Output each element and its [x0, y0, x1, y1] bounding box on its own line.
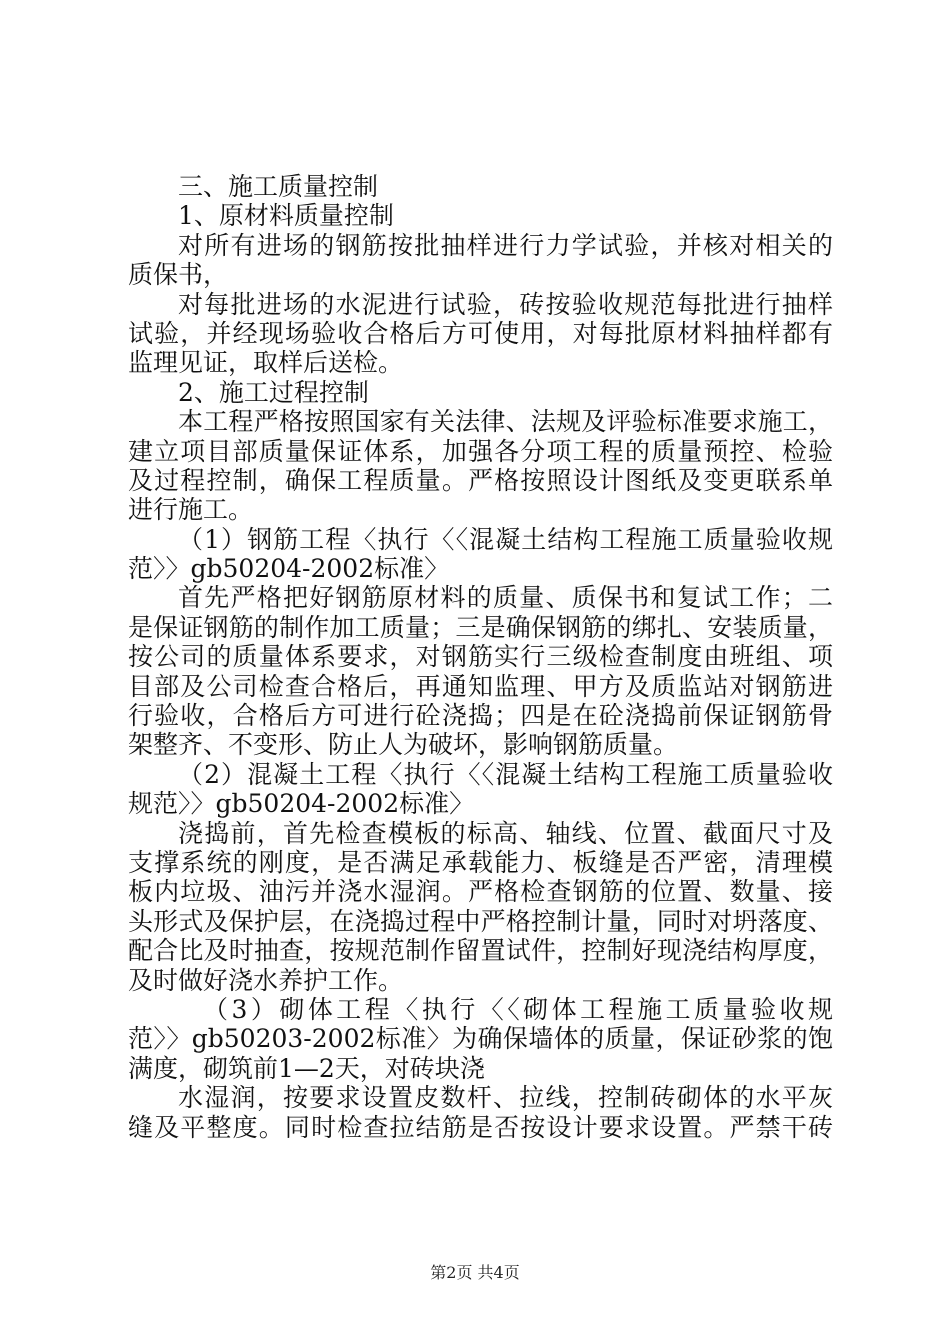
text-line: 缝及平整度。同时检查拉结筋是否按设计要求设置。严禁干砖 — [128, 1112, 833, 1142]
text-line: 2、施工过程控制 — [178, 377, 369, 407]
text-line: （3）砌体工程〈执行〈〈砌体工程施工质量验收规 — [203, 994, 833, 1024]
text-line: （2）混凝土工程〈执行〈〈混凝土结构工程施工质量验收 — [178, 759, 833, 789]
text-line: 目部及公司检查合格后，再通知监理、甲方及质监站对钢筋进 — [128, 671, 833, 701]
text-line: 板内垃圾、油污并浇水湿润。严格检查钢筋的位置、数量、接 — [128, 877, 833, 907]
text-line: 及过程控制，确保工程质量。严格按照设计图纸及变更联系单 — [128, 465, 833, 495]
text-line: 首先严格把好钢筋原材料的质量、质保书和复试工作；二 — [178, 583, 833, 613]
document-body — [128, 172, 833, 1142]
page-footer: 第2页 共4页 — [430, 1263, 520, 1282]
text-line: 浇捣前，首先检查模板的标高、轴线、位置、截面尺寸及 — [178, 818, 833, 848]
text-line: 范〉〉gb50204-2002标准〉 — [128, 554, 450, 584]
text-line: 本工程严格按照国家有关法律、法规及评验标准要求施工， — [178, 407, 833, 437]
text-line: 配合比及时抽查，按规范制作留置试件，控制好现浇结构厚度， — [128, 936, 833, 966]
text-line: 监理见证，取样后送检。 — [128, 348, 404, 378]
text-line: 三、施工质量控制 — [178, 172, 379, 201]
text-line: 支撑系统的刚度，是否满足承载能力、板缝是否严密，清理模 — [128, 847, 833, 877]
text-line: 对每批进场的水泥进行试验，砖按验收规范每批进行抽样 — [178, 289, 833, 319]
text-line: 架整齐、不变形、防止人为破坏，影响钢筋质量。 — [128, 730, 679, 760]
text-line: 质保书， — [128, 260, 229, 290]
text-line: （1）钢筋工程〈执行〈〈混凝土结构工程施工质量验收规 — [178, 524, 833, 554]
text-line: 水湿润，按要求设置皮数杆、拉线，控制砖砌体的水平灰 — [178, 1083, 833, 1113]
text-line: 试验，并经现场验收合格后方可使用，对每批原材料抽样都有 — [128, 318, 833, 348]
text-line: 对所有进场的钢筋按批抽样进行力学试验，并核对相关的 — [178, 230, 833, 260]
text-line: 建立项目部质量保证体系，加强各分项工程的质量预控、检验 — [128, 436, 833, 466]
text-line: 行验收，合格后方可进行砼浇捣；四是在砼浇捣前保证钢筋骨 — [128, 701, 833, 731]
text-line: 按公司的质量体系要求，对钢筋实行三级检查制度由班组、项 — [128, 642, 833, 672]
text-line: 1、原材料质量控制 — [178, 201, 394, 231]
text-line: 头形式及保护层，在浇捣过程中严格控制计量，同时对坍落度、 — [128, 906, 833, 936]
text-line: 进行施工。 — [128, 495, 254, 525]
text-line: 规范〉〉gb50204-2002标准〉 — [128, 789, 475, 819]
text-line: 满度，砌筑前1—2天，对砖块浇 — [128, 1053, 485, 1083]
text-line: 是保证钢筋的制作加工质量；三是确保钢筋的绑扎、安装质量， — [128, 612, 833, 642]
text-line: 及时做好浇水养护工作。 — [128, 965, 404, 995]
text-line: 范〉〉gb50203-2002标准〉为确保墙体的质量，保证砂浆的饱 — [128, 1024, 833, 1054]
